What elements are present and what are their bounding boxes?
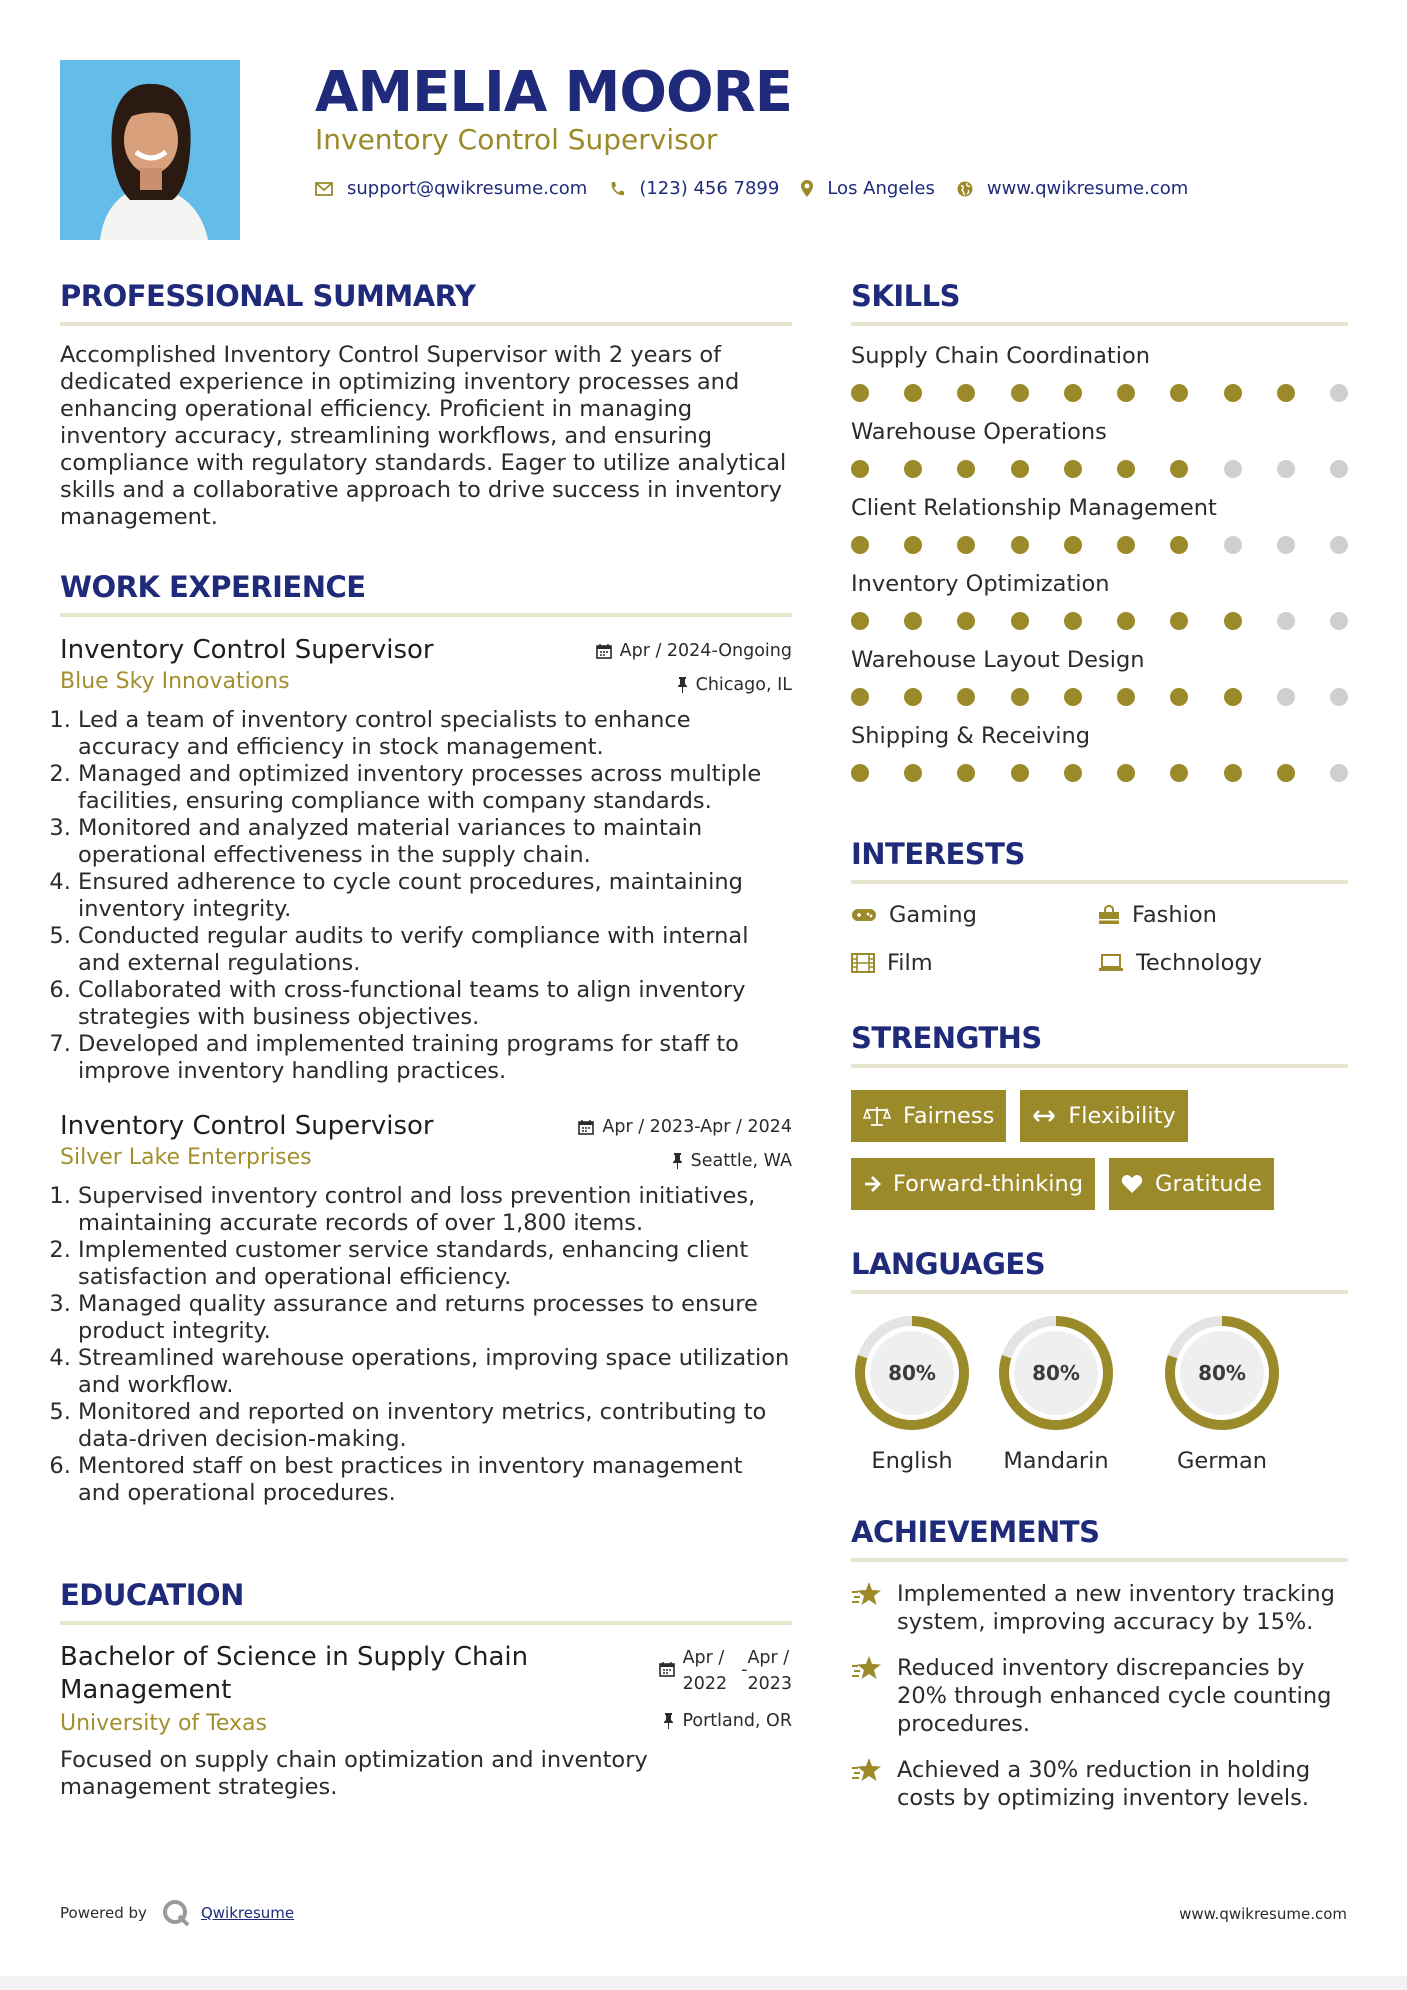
calendar-icon [659, 1661, 675, 1677]
calendar-icon [596, 643, 612, 659]
experience-heading: WORK EXPERIENCE [60, 570, 366, 604]
interest-item [1098, 902, 1348, 928]
email-text: support@qwikresume.com [347, 178, 588, 199]
rating-dot-filled [1224, 764, 1242, 782]
skill-item [851, 342, 1348, 402]
rating-dot-filled [1224, 384, 1242, 402]
rating-dot-filled [1117, 536, 1135, 554]
job-location-text: Seattle, WA [690, 1151, 792, 1171]
date-dash: - [741, 1660, 748, 1680]
strength-badge [851, 1090, 1006, 1142]
summary-text: Accomplished Inventory Control Supervisor with 2 years of dedicated experience in optimizing inventory processes and enhancing operational efficiency. Proficient in managing inventory accuracy, streamlining workflows, and ensuring compliance with regulatory standards. Eager to utilize analytical skills and a collaborative approach to drive success in inventory management. [60, 342, 787, 530]
section-divider [851, 322, 1348, 326]
skill-name: Supply Chain Coordination [851, 343, 1151, 369]
achievement-text: Implemented a new inventory tracking system, improving accuracy by 15%. [897, 1581, 1335, 1635]
job-location [672, 1151, 792, 1171]
qwikresume-logo-icon [161, 1898, 191, 1928]
strength-badge [851, 1158, 1095, 1210]
rating-dot-filled [1064, 764, 1082, 782]
calendar-icon [578, 1119, 594, 1135]
education-dates [659, 1645, 792, 1697]
rating-dot-filled [851, 764, 869, 782]
skills-heading: SKILLS [851, 279, 960, 313]
job-title: Inventory Control Supervisor [60, 1111, 434, 1141]
strength-label: Forward-thinking [893, 1171, 1084, 1197]
rating-dot-filled [1011, 764, 1029, 782]
language-percent: 80% [1198, 1361, 1246, 1385]
interest-label: Technology [1136, 950, 1263, 976]
rating-dot-filled [1277, 384, 1295, 402]
list-item: 1. Led a team of inventory control specialists to enhance accuracy and efficiency in stock management. [78, 707, 792, 761]
achievement-item [851, 1756, 1348, 1812]
job-bullets [60, 707, 792, 1085]
rating-dot-filled [1277, 764, 1295, 782]
rating-dot-filled [1011, 688, 1029, 706]
strength-badges [851, 1090, 1348, 1226]
education-entry [60, 1641, 792, 1801]
skill-name: Inventory Optimization [851, 571, 1110, 597]
interest-item [851, 902, 1098, 928]
contact-bar [315, 178, 1210, 199]
achievement-text: Achieved a 30% reduction in holding costs by optimizing inventory levels. [897, 1757, 1311, 1811]
language-name: Mandarin [1003, 1448, 1109, 1474]
rating-dot-filled [1170, 688, 1188, 706]
job-dates-text: Apr / 2023-Apr / 2024 [602, 1117, 792, 1137]
strength-label: Flexibility [1068, 1103, 1176, 1129]
strength-badge [1020, 1090, 1187, 1142]
section-divider [851, 1290, 1348, 1294]
star-icon [851, 1654, 883, 1682]
list-item: 5. Conducted regular audits to verify compliance with internal and external regulations. [78, 923, 792, 977]
skill-rating [851, 460, 1348, 478]
start-year: 2022 [682, 1674, 728, 1694]
achievements-heading: ACHIEVEMENTS [851, 1515, 1100, 1549]
rating-dot-filled [957, 612, 975, 630]
rating-dot-filled [1064, 384, 1082, 402]
job-dates-text: Apr / 2024-Ongoing [619, 641, 792, 661]
rating-dot-filled [851, 460, 869, 478]
skill-item [851, 494, 1348, 554]
website-text: www.qwikresume.com [986, 178, 1189, 199]
degree-title: Bachelor of Science in Supply Chain Management [60, 1642, 529, 1705]
strengths-heading: STRENGTHS [851, 1021, 1042, 1055]
job-entry [60, 633, 792, 1085]
education-location-text: Portland, OR [682, 1711, 792, 1731]
language-name: English [871, 1448, 953, 1474]
rating-dot-filled [1011, 384, 1029, 402]
section-divider [60, 613, 792, 617]
rating-dot-filled [1170, 612, 1188, 630]
skill-rating [851, 764, 1348, 782]
job-dates [578, 1117, 792, 1137]
map-marker-icon [801, 180, 813, 197]
education-description: Focused on supply chain optimization and inventory management strategies. [60, 1747, 648, 1800]
achievements-list [851, 1580, 1348, 1812]
contact-phone[interactable] [609, 178, 779, 199]
rating-dot-filled [904, 764, 922, 782]
strength-badge [1109, 1158, 1274, 1210]
list-item: 4. Streamlined warehouse operations, improving space utilization and workflow. [78, 1345, 792, 1399]
job-location-text: Chicago, IL [695, 675, 792, 695]
skills-list [851, 342, 1348, 782]
rating-dot-filled [1011, 536, 1029, 554]
list-item: 3. Monitored and analyzed material variances to maintain operational effectiveness in the supply chain. [78, 815, 792, 869]
list-item: 4. Ensured adherence to cycle count procedures, maintaining inventory integrity. [78, 869, 792, 923]
job-title: Inventory Control Supervisor [60, 635, 434, 665]
arrow-right-icon [863, 1175, 881, 1193]
rating-dot-empty [1277, 536, 1295, 554]
list-item: 3. Managed quality assurance and returns processes to ensure product integrity. [78, 1291, 792, 1345]
education-location [663, 1711, 792, 1731]
interests-heading: INTERESTS [851, 837, 1025, 871]
phone-icon [609, 181, 625, 197]
rating-dot-filled [1064, 612, 1082, 630]
skill-item [851, 722, 1348, 782]
star-icon [851, 1580, 883, 1608]
rating-dot-empty [1224, 536, 1242, 554]
section-divider [60, 322, 792, 326]
school-name: University of Texas [60, 1711, 267, 1736]
company-name: Silver Lake Enterprises [60, 1145, 312, 1170]
rating-dot-filled [1011, 612, 1029, 630]
list-item: 2. Managed and optimized inventory processes across multiple facilities, ensuring compliance with company standards. [78, 761, 792, 815]
language-item [851, 1312, 973, 1474]
rating-dot-filled [1170, 764, 1188, 782]
skill-rating [851, 612, 1348, 630]
rating-dot-filled [1170, 536, 1188, 554]
section-divider [851, 1064, 1348, 1068]
list-item: 7. Developed and implemented training programs for staff to improve inventory handling practices. [78, 1031, 792, 1085]
contact-location [801, 178, 935, 199]
location-text: Los Angeles [827, 178, 935, 199]
rating-dot-empty [1277, 460, 1295, 478]
language-progress-ring [1161, 1312, 1283, 1434]
skill-name: Warehouse Layout Design [851, 647, 1145, 673]
interest-label: Film [887, 950, 933, 976]
skill-name: Shipping & Receiving [851, 723, 1091, 749]
rating-dot-filled [1064, 460, 1082, 478]
right-column [851, 278, 1348, 1812]
envelope-icon [315, 182, 333, 196]
film-icon [851, 953, 875, 973]
footer-band [0, 1976, 1407, 1990]
language-percent: 80% [1032, 1361, 1080, 1385]
interest-item [1098, 950, 1348, 976]
rating-dot-filled [1170, 460, 1188, 478]
strength-label: Fairness [903, 1103, 995, 1129]
job-dates [596, 641, 792, 661]
section-divider [851, 1558, 1348, 1562]
strength-label: Gratitude [1155, 1171, 1262, 1197]
laptop-icon [1098, 954, 1124, 972]
globe-icon [957, 181, 973, 197]
rating-dot-filled [1117, 460, 1135, 478]
arrows-horizontal-icon [1032, 1109, 1056, 1123]
language-item [973, 1312, 1139, 1474]
footer-branding [60, 1898, 294, 1928]
end-year: 2023 [747, 1674, 792, 1694]
rating-dot-filled [851, 688, 869, 706]
list-item: 5. Monitored and reported on inventory metrics, contributing to data-driven decision-making. [78, 1399, 792, 1453]
pin-icon [672, 1153, 683, 1169]
rating-dot-filled [1064, 688, 1082, 706]
heart-icon [1121, 1174, 1143, 1194]
section-divider [60, 1621, 792, 1625]
skill-name: Warehouse Operations [851, 419, 1107, 445]
rating-dot-filled [1224, 612, 1242, 630]
rating-dot-filled [904, 536, 922, 554]
rating-dot-filled [1117, 612, 1135, 630]
rating-dot-filled [904, 460, 922, 478]
start-month: Apr / [682, 1648, 725, 1668]
achievement-item [851, 1580, 1348, 1636]
brand-link[interactable]: Qwikresume [200, 1904, 295, 1922]
language-progress-ring [851, 1312, 973, 1434]
rating-dot-empty [1277, 612, 1295, 630]
list-item: 6. Collaborated with cross-functional teams to align inventory strategies with business objectives. [78, 977, 792, 1031]
rating-dot-filled [851, 612, 869, 630]
job-location [677, 675, 792, 695]
rating-dot-filled [851, 536, 869, 554]
rating-dot-filled [957, 688, 975, 706]
rating-dot-filled [1117, 384, 1135, 402]
rating-dot-filled [904, 612, 922, 630]
rating-dot-empty [1330, 384, 1348, 402]
skill-rating [851, 536, 1348, 554]
contact-website[interactable] [957, 178, 1188, 199]
skill-item [851, 646, 1348, 706]
rating-dot-filled [1170, 384, 1188, 402]
list-item: 6. Mentored staff on best practices in inventory management and operational procedures. [78, 1453, 792, 1507]
rating-dot-empty [1224, 460, 1242, 478]
interests-grid [851, 902, 1348, 976]
candidate-name: AMELIA MOORE [315, 60, 792, 125]
education-heading: EDUCATION [60, 1578, 244, 1612]
rating-dot-filled [1117, 764, 1135, 782]
pin-icon [677, 677, 688, 693]
language-percent: 80% [888, 1361, 936, 1385]
rating-dot-empty [1330, 460, 1348, 478]
skill-item [851, 418, 1348, 478]
rating-dot-empty [1330, 536, 1348, 554]
achievement-text: Reduced inventory discrepancies by 20% through enhanced cycle counting procedures. [897, 1655, 1332, 1737]
contact-email[interactable] [315, 178, 587, 199]
star-icon [851, 1756, 883, 1784]
rating-dot-empty [1330, 688, 1348, 706]
rating-dot-filled [904, 688, 922, 706]
powered-by-text: Powered by [60, 1904, 147, 1922]
left-column [60, 278, 792, 1801]
rating-dot-filled [851, 384, 869, 402]
rating-dot-filled [1064, 536, 1082, 554]
gamepad-icon [851, 907, 877, 923]
profile-photo [60, 60, 240, 240]
rating-dot-filled [957, 536, 975, 554]
achievement-item [851, 1654, 1348, 1738]
rating-dot-filled [904, 384, 922, 402]
rating-dot-empty [1277, 688, 1295, 706]
languages-list [851, 1312, 1348, 1474]
job-entry [60, 1109, 792, 1507]
languages-heading: LANGUAGES [851, 1247, 1046, 1281]
list-item: 2. Implemented customer service standards, enhancing client satisfaction and operational efficiency. [78, 1237, 792, 1291]
section-divider [851, 880, 1348, 884]
rating-dot-filled [1224, 688, 1242, 706]
list-item: 1. Supervised inventory control and loss prevention initiatives, maintaining accurate records of over 1,800 items. [78, 1183, 792, 1237]
company-name: Blue Sky Innovations [60, 669, 290, 694]
rating-dot-filled [1117, 688, 1135, 706]
language-name: German [1176, 1448, 1268, 1474]
skill-name: Client Relationship Management [851, 495, 1217, 521]
language-progress-ring [995, 1312, 1117, 1434]
interest-label: Fashion [1132, 902, 1217, 928]
language-item [1139, 1312, 1305, 1474]
candidate-title: Inventory Control Supervisor [315, 123, 718, 156]
skill-rating [851, 384, 1348, 402]
rating-dot-filled [957, 764, 975, 782]
footer-website[interactable]: www.qwikresume.com [1179, 1905, 1347, 1923]
balance-scale-icon [863, 1105, 891, 1127]
rating-dot-filled [1011, 460, 1029, 478]
interest-item [851, 950, 1098, 976]
rating-dot-empty [1330, 764, 1348, 782]
skill-item [851, 570, 1348, 630]
pin-icon [663, 1713, 674, 1729]
end-month: Apr / [747, 1648, 790, 1668]
rating-dot-filled [957, 460, 975, 478]
interest-label: Gaming [889, 902, 977, 928]
shopping-bag-icon [1098, 905, 1120, 925]
summary-heading: PROFESSIONAL SUMMARY [60, 279, 476, 313]
rating-dot-filled [957, 384, 975, 402]
skill-rating [851, 688, 1348, 706]
rating-dot-empty [1330, 612, 1348, 630]
phone-text: (123) 456 7899 [639, 178, 780, 199]
job-bullets [60, 1183, 792, 1507]
